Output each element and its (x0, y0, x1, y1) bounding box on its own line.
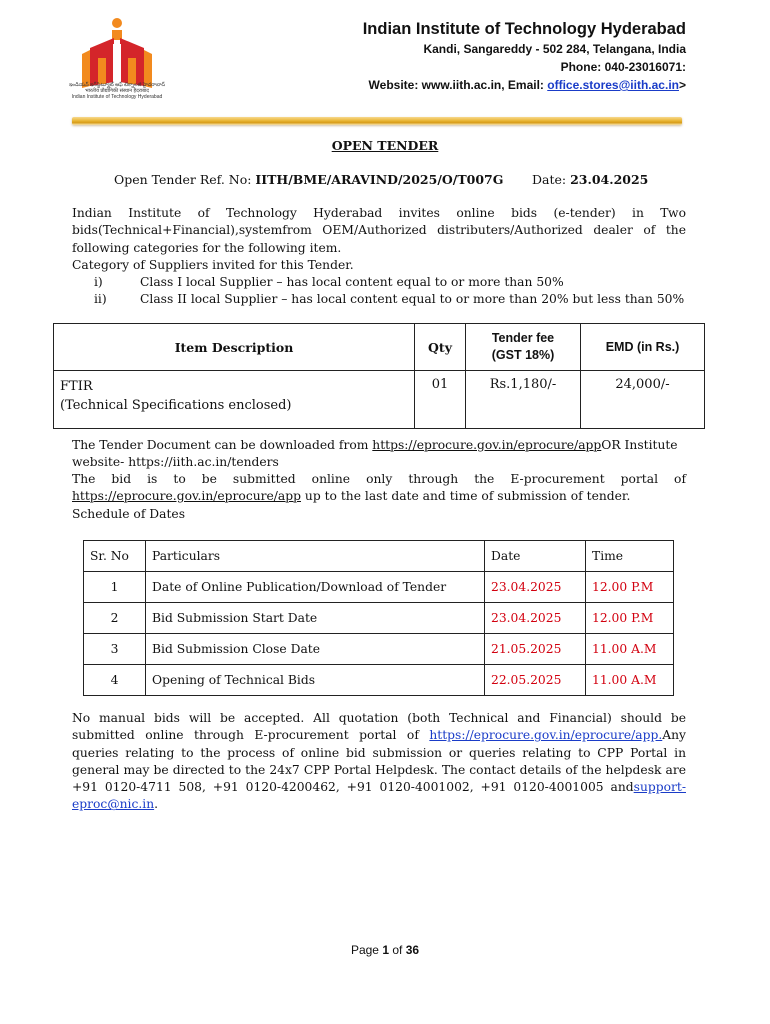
category-line: Category of Suppliers invited for this Tender. (72, 258, 354, 272)
cell-sr-no: 3 (84, 634, 146, 665)
cell-qty: 01 (415, 371, 466, 429)
list-item-text: Class I local Supplier – has local content equal to or more than 50% (140, 275, 564, 289)
closing-text-a: No manual bids will be accepted. All quotation (both Technical and Financial) should be submitted online through E-procurement portal of (72, 711, 686, 743)
header-date: Date (485, 541, 586, 572)
list-item-text: Class II local Supplier – has local content equal to or more than 20% but less than 50% (140, 292, 685, 306)
ref-label: Open Tender Ref. No: (114, 172, 256, 187)
eprocure-link[interactable]: https://eprocure.gov.in/eprocure/app (372, 438, 602, 452)
cell-sr-no: 1 (84, 572, 146, 603)
institute-name: Indian Institute of Technology Hyderabad (362, 20, 686, 38)
item-table (53, 323, 705, 429)
cell-particulars: Bid Submission Close Date (146, 634, 485, 665)
header-divider (72, 117, 682, 125)
website-text: Website: www.iith.ac.in, Email: (368, 78, 548, 92)
table-row (54, 371, 705, 429)
cell-date: 23.04.2025 (485, 572, 586, 603)
cell-time: 12.00 P.M (586, 603, 674, 634)
cell-particulars: Date of Online Publication/Download of Tender (146, 572, 485, 603)
cell-time: 12.00 P.M (586, 572, 674, 603)
download-line (72, 437, 686, 454)
header-sr-no: Sr. No (84, 541, 146, 572)
submission-line: The bid is to be submitted online only through the E-procurement portal of (72, 472, 686, 486)
cell-date: 23.04.2025 (485, 603, 586, 634)
submission-text: up to the last date and time of submission of tender. (301, 489, 631, 503)
logo-line-hindi: भारतीय प्रौद्योगिकी संस्थान हैदराबाद (85, 88, 149, 94)
header-tender-fee-line1: Tender fee (491, 331, 555, 345)
institute-phone: Phone: 040-23016071: (560, 60, 686, 74)
table-row (84, 634, 674, 665)
table-header-row (54, 324, 705, 371)
email-suffix: > (678, 78, 686, 92)
tender-ref (114, 172, 503, 187)
logo-line-telugu: ఇండియన్ ఇన్‌స్టిట్యూట్ ఆఫ్ టెక్నాలజీ హైదరాబాద్ (68, 82, 166, 88)
header-item-description: Item Description (54, 324, 415, 371)
page-label: Page (350, 943, 383, 957)
institute-contact (363, 76, 686, 94)
logo-caption (68, 82, 166, 100)
cell-sr-no: 2 (84, 603, 146, 634)
cell-sr-no: 4 (84, 665, 146, 696)
helpdesk-email-link[interactable]: support-eproc@nic.in (72, 780, 686, 812)
download-or-text: OR Institute (601, 438, 678, 452)
schedule-table (83, 540, 674, 696)
cell-time: 11.00 A.M (586, 665, 674, 696)
closing-text-b: Any queries relating to the process of online bid submission or queries relating to CPP Portal in general may be directed to the 24x7 CPP Portal Helpdesk. The contact details of the helpdesk are +91 0120-4711 508, +91 0120-4200462, +91 0120-4001002, +91 0120-4001005 and (72, 728, 686, 795)
cell-particulars: Bid Submission Start Date (146, 603, 485, 634)
header-emd: EMD (in Rs.) (581, 324, 705, 371)
cell-date: 21.05.2025 (485, 634, 586, 665)
header-tender-fee (466, 324, 581, 371)
date-value: 23.04.2025 (570, 172, 649, 187)
institute-address: Kandi, Sangareddy - 502 284, Telangana, India (423, 42, 686, 56)
eprocure-link[interactable]: https://eprocure.gov.in/eprocure/app (72, 489, 301, 503)
schedule-title: Schedule of Dates (72, 507, 186, 521)
cell-date: 22.05.2025 (485, 665, 586, 696)
letterhead (363, 18, 686, 94)
page-total: 36 (405, 943, 420, 957)
list-item-number: ii) (94, 292, 107, 306)
page-of-label: of (389, 943, 406, 957)
cell-emd: 24,000/- (581, 371, 705, 429)
page-title: OPEN TENDER (331, 138, 439, 153)
header-qty: Qty (415, 324, 466, 371)
tender-date (532, 172, 648, 187)
table-row (84, 665, 674, 696)
institute-website-line: website- https://iith.ac.in/tenders (72, 455, 279, 469)
header-tender-fee-line2: (GST 18%) (491, 348, 555, 362)
page-number (0, 943, 770, 957)
logo-line-english: Indian Institute of Technology Hyderabad (71, 94, 163, 100)
submission-line-2 (72, 488, 686, 505)
page-current: 1 (382, 943, 389, 957)
cell-particulars: Opening of Technical Bids (146, 665, 485, 696)
date-label: Date: (532, 172, 571, 187)
closing-paragraph (72, 710, 686, 814)
header-time: Time (586, 541, 674, 572)
cell-item-description (54, 371, 415, 429)
cell-time: 11.00 A.M (586, 634, 674, 665)
ref-number: IITH/BME/ARAVIND/2025/O/T007G (255, 172, 504, 187)
list-item-number: i) (94, 275, 103, 289)
eprocure-link[interactable]: https://eprocure.gov.in/eprocure/app. (429, 728, 663, 743)
intro-paragraph: Indian Institute of Technology Hyderabad invites online bids (e-tender) in Two bids(Technical+Financial),systemfrom OEM/Authorized distributers/Authorized dealer of the following categories for the following item. (72, 206, 686, 255)
item-name: FTIR (60, 379, 93, 394)
table-header-row (84, 541, 674, 572)
closing-text-c: . (154, 797, 159, 812)
table-row (84, 603, 674, 634)
item-note: (Technical Specifications enclosed) (60, 398, 292, 413)
download-text: The Tender Document can be downloaded from (72, 438, 373, 452)
table-row (84, 572, 674, 603)
cell-tender-fee: Rs.1,180/- (466, 371, 581, 429)
header-particulars: Particulars (146, 541, 485, 572)
email-link[interactable]: office.stores@iith.ac.in (547, 78, 679, 92)
